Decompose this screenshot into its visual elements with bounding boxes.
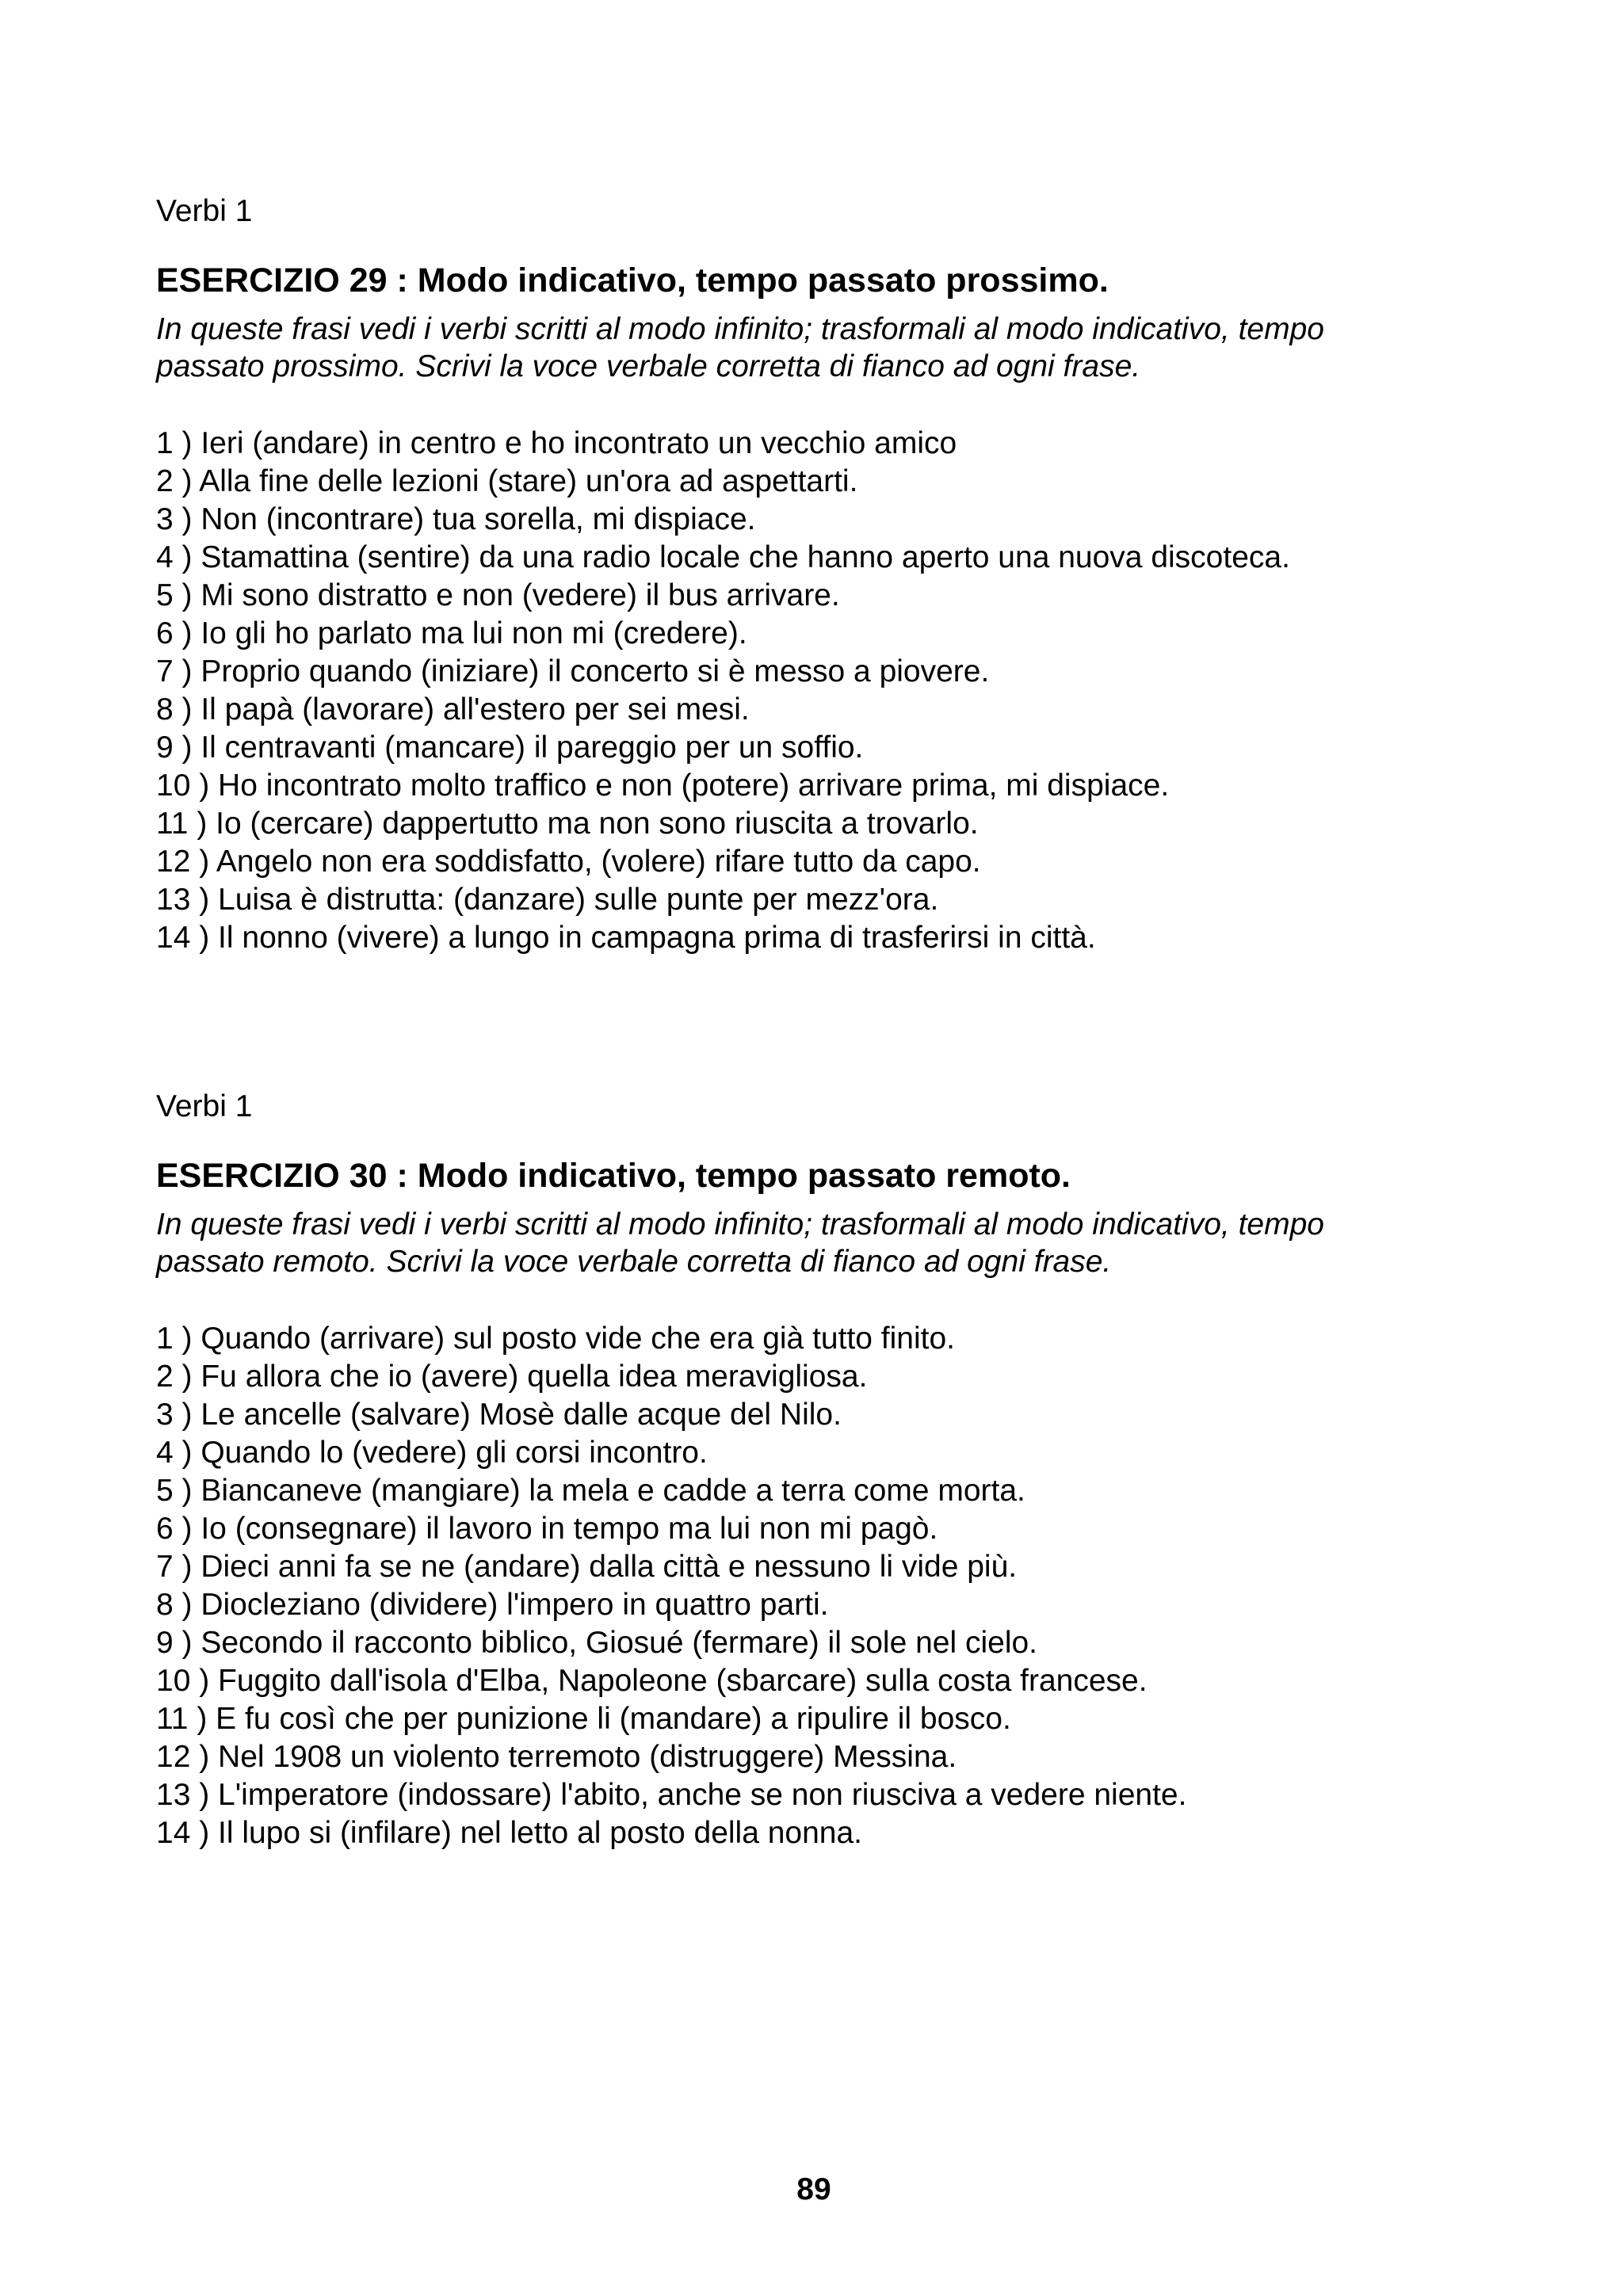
exercise-item: 14 ) Il lupo si (infilare) nel letto al posto della nonna. bbox=[156, 1816, 863, 1850]
exercise-item: 2 ) Alla fine delle lezioni (stare) un'ora ad aspettarti. bbox=[156, 464, 858, 498]
exercise-instructions bbox=[156, 1206, 1472, 1280]
page-number: 89 bbox=[796, 2172, 831, 2206]
instructions-line: passato remoto. Scrivi la voce verbale corretta di fianco ad ogni frase. bbox=[156, 1245, 1112, 1279]
exercise-item: 11 ) E fu così che per punizione li (mandare) a ripulire il bosco. bbox=[156, 1702, 1011, 1736]
exercise-item: 8 ) Il papà (lavorare) all'estero per sei mesi. bbox=[156, 692, 750, 727]
exercise-instructions bbox=[156, 311, 1472, 385]
exercise-item: 9 ) Secondo il racconto biblico, Giosué (fermare) il sole nel cielo. bbox=[156, 1626, 1038, 1660]
section-category: Verbi 1 bbox=[156, 1089, 253, 1123]
exercise-item: 12 ) Nel 1908 un violento terremoto (distruggere) Messina. bbox=[156, 1740, 957, 1774]
exercise-items-list bbox=[156, 425, 1472, 957]
exercise-item: 3 ) Le ancelle (salvare) Mosè dalle acque del Nilo. bbox=[156, 1398, 842, 1432]
exercise-item: 6 ) Io gli ho parlato ma lui non mi (credere). bbox=[156, 616, 747, 650]
exercise-item: 2 ) Fu allora che io (avere) quella idea meravigliosa. bbox=[156, 1360, 868, 1394]
exercise-item: 3 ) Non (incontrare) tua sorella, mi dispiace. bbox=[156, 502, 756, 536]
document-page bbox=[156, 0, 1472, 2296]
exercise-items-list bbox=[156, 1320, 1472, 1852]
exercise-30-section bbox=[156, 1088, 1472, 1852]
instructions-line: passato prossimo. Scrivi la voce verbale corretta di fianco ad ogni frase. bbox=[156, 349, 1141, 383]
exercise-item: 14 ) Il nonno (vivere) a lungo in campagna prima di trasferirsi in città. bbox=[156, 921, 1096, 955]
exercise-item: 1 ) Ieri (andare) in centro e ho incontrato un vecchio amico bbox=[156, 426, 957, 460]
exercise-item: 6 ) Io (consegnare) il lavoro in tempo ma lui non mi pagò. bbox=[156, 1512, 938, 1546]
section-category: Verbi 1 bbox=[156, 194, 253, 228]
exercise-item: 4 ) Quando lo (vedere) gli corsi incontro. bbox=[156, 1436, 708, 1470]
exercise-item: 13 ) Luisa è distrutta: (danzare) sulle punte per mezz'ora. bbox=[156, 883, 939, 917]
exercise-title: ESERCIZIO 30 : Modo indicativo, tempo passato remoto. bbox=[156, 1157, 1071, 1195]
exercise-item: 5 ) Biancaneve (mangiare) la mela e cadde a terra come morta. bbox=[156, 1474, 1025, 1508]
exercise-item: 13 ) L'imperatore (indossare) l'abito, anche se non riusciva a vedere niente. bbox=[156, 1778, 1187, 1812]
exercise-item: 5 ) Mi sono distratto e non (vedere) il bus arrivare. bbox=[156, 578, 840, 612]
exercise-29-section bbox=[156, 193, 1472, 957]
exercise-item: 7 ) Proprio quando (iniziare) il concerto si è messo a piovere. bbox=[156, 654, 990, 688]
exercise-title: ESERCIZIO 29 : Modo indicativo, tempo passato prossimo. bbox=[156, 261, 1109, 299]
exercise-item: 8 ) Diocleziano (dividere) l'impero in quattro parti. bbox=[156, 1588, 829, 1622]
instructions-line: In queste frasi vedi i verbi scritti al modo infinito; trasformali al modo indicativo, tempo bbox=[156, 1207, 1324, 1241]
exercise-item: 9 ) Il centravanti (mancare) il pareggio per un soffio. bbox=[156, 730, 864, 765]
exercise-item: 10 ) Ho incontrato molto traffico e non (potere) arrivare prima, mi dispiace. bbox=[156, 769, 1170, 803]
exercise-item: 7 ) Dieci anni fa se ne (andare) dalla città e nessuno li vide più. bbox=[156, 1550, 1018, 1584]
exercise-item: 11 ) Io (cercare) dappertutto ma non sono riuscita a trovarlo. bbox=[156, 807, 979, 841]
exercise-item: 12 ) Angelo non era soddisfatto, (volere) rifare tutto da capo. bbox=[156, 845, 981, 879]
instructions-line: In queste frasi vedi i verbi scritti al modo infinito; trasformali al modo indicativo, tempo bbox=[156, 312, 1324, 346]
exercise-item: 10 ) Fuggito dall'isola d'Elba, Napoleone (sbarcare) sulla costa francese. bbox=[156, 1664, 1148, 1698]
exercise-item: 1 ) Quando (arrivare) sul posto vide che era già tutto finito. bbox=[156, 1322, 956, 1356]
exercise-item: 4 ) Stamattina (sentire) da una radio locale che hanno aperto una nuova discoteca. bbox=[156, 540, 1290, 574]
